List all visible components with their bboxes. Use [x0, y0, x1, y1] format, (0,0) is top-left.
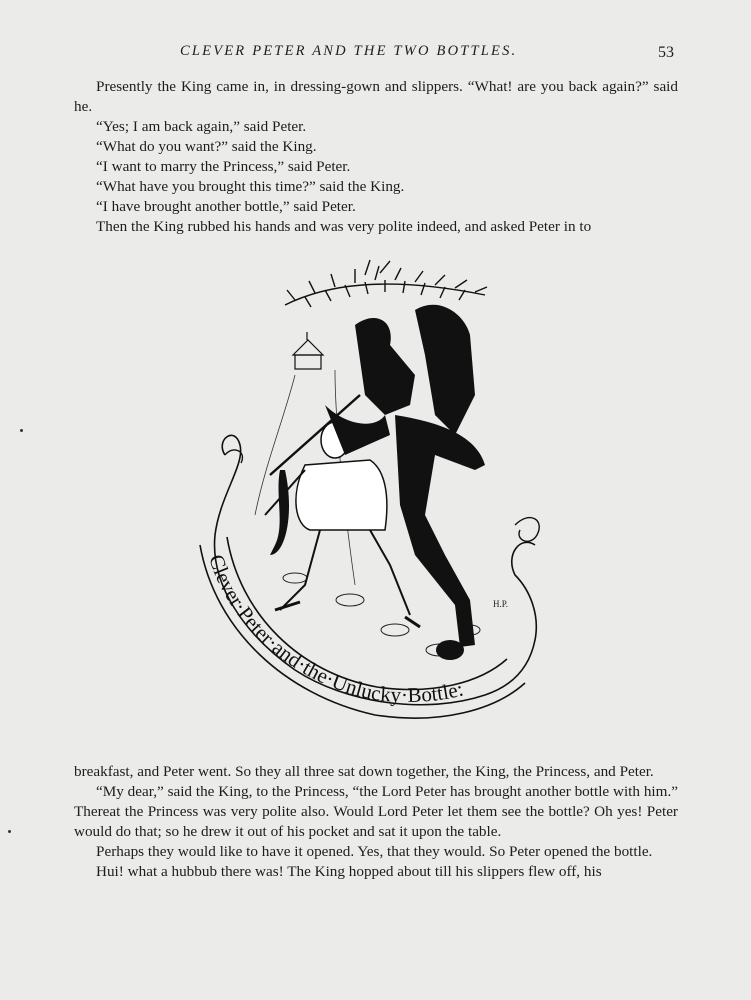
paragraph: Then the King rubbed his hands and was very polite indeed, and asked Peter in to [96, 218, 592, 235]
foliage [285, 260, 487, 307]
svg-text:Clever·Peter·and·the·Unlucky·B [204, 551, 466, 707]
paragraph: “Yes; I am back again,” said Peter. [96, 118, 307, 135]
illustration-drawing [185, 255, 565, 735]
paragraph: Presently the King came in, in dressing-gown and slippers. “What! are you back again?” said he. [74, 78, 678, 115]
running-head-title: CLEVER PETER AND THE TWO BOTTLES. [180, 43, 518, 59]
bottom-text-block [74, 762, 678, 882]
page-number: 53 [658, 44, 674, 61]
paragraph: “I want to marry the Princess,” said Peter. [96, 158, 351, 175]
paragraph: breakfast, and Peter went. So they all three sat down together, the King, the Princess, and Peter. [74, 763, 654, 780]
paragraph: “What do you want?” said the King. [96, 138, 317, 155]
paragraph: Hui! what a hubbub there was! The King hopped about till his slippers flew off, his [96, 863, 602, 880]
page-speck [20, 429, 23, 432]
banner-caption: Clever·Peter·and·the·Unlucky·Bottle: [204, 551, 466, 708]
artist-signature: H.P. [493, 599, 509, 609]
distant-cottage [293, 332, 323, 369]
paragraph: “I have brought another bottle,” said Peter. [96, 198, 356, 215]
paragraph: “My dear,” said the King, to the Princess, “the Lord Peter has brought another bottle with him.” Thereat the Princess was very polite also. Would Lord Peter let them see the bottle? Oh yes! Peter would do that; so he drew it out of his pocket and sat it upon the table. [74, 783, 678, 840]
top-text-block [74, 77, 678, 237]
paragraph: “What have you brought this time?” said the King. [96, 178, 405, 195]
page-speck [8, 830, 11, 833]
illustration [185, 255, 565, 735]
peter-figure [265, 422, 420, 627]
paragraph: Perhaps they would like to have it opened. Yes, that they would. So Peter opened the bottle. [96, 843, 653, 860]
